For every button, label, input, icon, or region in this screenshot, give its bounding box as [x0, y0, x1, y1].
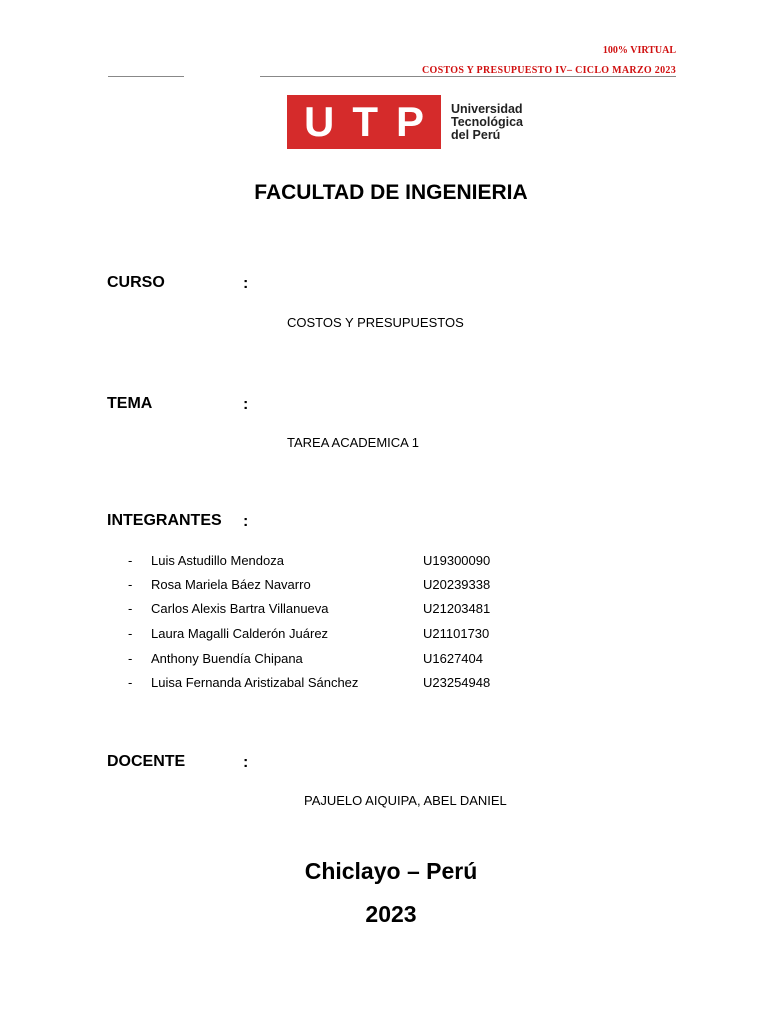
member-dash: - [128, 626, 133, 641]
member-name: Laura Magalli Calderón Juárez [151, 626, 329, 641]
course-colon: : [243, 275, 249, 292]
member-row [128, 626, 528, 641]
member-name: Carlos Alexis Bartra Villanueva [151, 601, 329, 616]
teacher-label: DOCENTE [107, 753, 186, 770]
member-dash: - [128, 601, 133, 616]
utp-logo [287, 95, 523, 149]
member-code: U21101730 [423, 626, 490, 641]
logo-letter-t: T [352, 98, 378, 145]
member-row [128, 675, 528, 690]
header-modality: 100% VIRTUAL [602, 45, 676, 56]
member-row [128, 651, 528, 666]
course-label: CURSO [107, 274, 165, 291]
year: 2023 [365, 901, 417, 927]
member-row [128, 601, 528, 616]
member-code: U23254948 [423, 675, 491, 690]
member-dash: - [128, 553, 133, 568]
header-rule-right [260, 76, 676, 77]
topic-label: TEMA [107, 395, 153, 412]
faculty-title: FACULTAD DE INGENIERIA [254, 181, 528, 204]
teacher-value: PAJUELO AIQUIPA, ABEL DANIEL [304, 793, 507, 808]
header-rule-left [108, 76, 184, 77]
member-dash: - [128, 577, 133, 592]
topic-value: TAREA ACADEMICA 1 [287, 435, 419, 450]
member-row [128, 553, 528, 568]
members-colon: : [243, 513, 249, 530]
utp-logo-text [451, 103, 523, 142]
utp-logo-mark [287, 95, 441, 149]
member-dash: - [128, 675, 133, 690]
member-name: Anthony Buendía Chipana [151, 651, 303, 666]
member-name: Luisa Fernanda Aristizabal Sánchez [151, 675, 359, 690]
logo-text-line-2: Tecnológica [451, 114, 524, 129]
member-code: U19300090 [423, 553, 491, 568]
member-code: U20239338 [423, 577, 491, 592]
logo-letter-u: U [303, 98, 335, 145]
members-label: INTEGRANTES [107, 512, 222, 529]
course-value: COSTOS Y PRESUPUESTOS [287, 315, 464, 330]
topic-colon: : [243, 396, 249, 413]
member-dash: - [128, 651, 133, 666]
member-row [128, 577, 528, 592]
member-name: Rosa Mariela Báez Navarro [151, 577, 311, 592]
logo-text-line-3: del Perú [451, 127, 501, 142]
logo-text-line-1: Universidad [451, 101, 523, 116]
member-name: Luis Astudillo Mendoza [151, 553, 284, 568]
member-code: U1627404 [423, 651, 483, 666]
logo-letter-p: P [395, 98, 424, 145]
member-code: U21203481 [423, 601, 491, 616]
city-country: Chiclayo – Perú [304, 858, 478, 884]
teacher-colon: : [243, 754, 249, 771]
header-course-cycle: COSTOS Y PRESUPUESTO IV– CICLO MARZO 2023 [421, 65, 676, 76]
